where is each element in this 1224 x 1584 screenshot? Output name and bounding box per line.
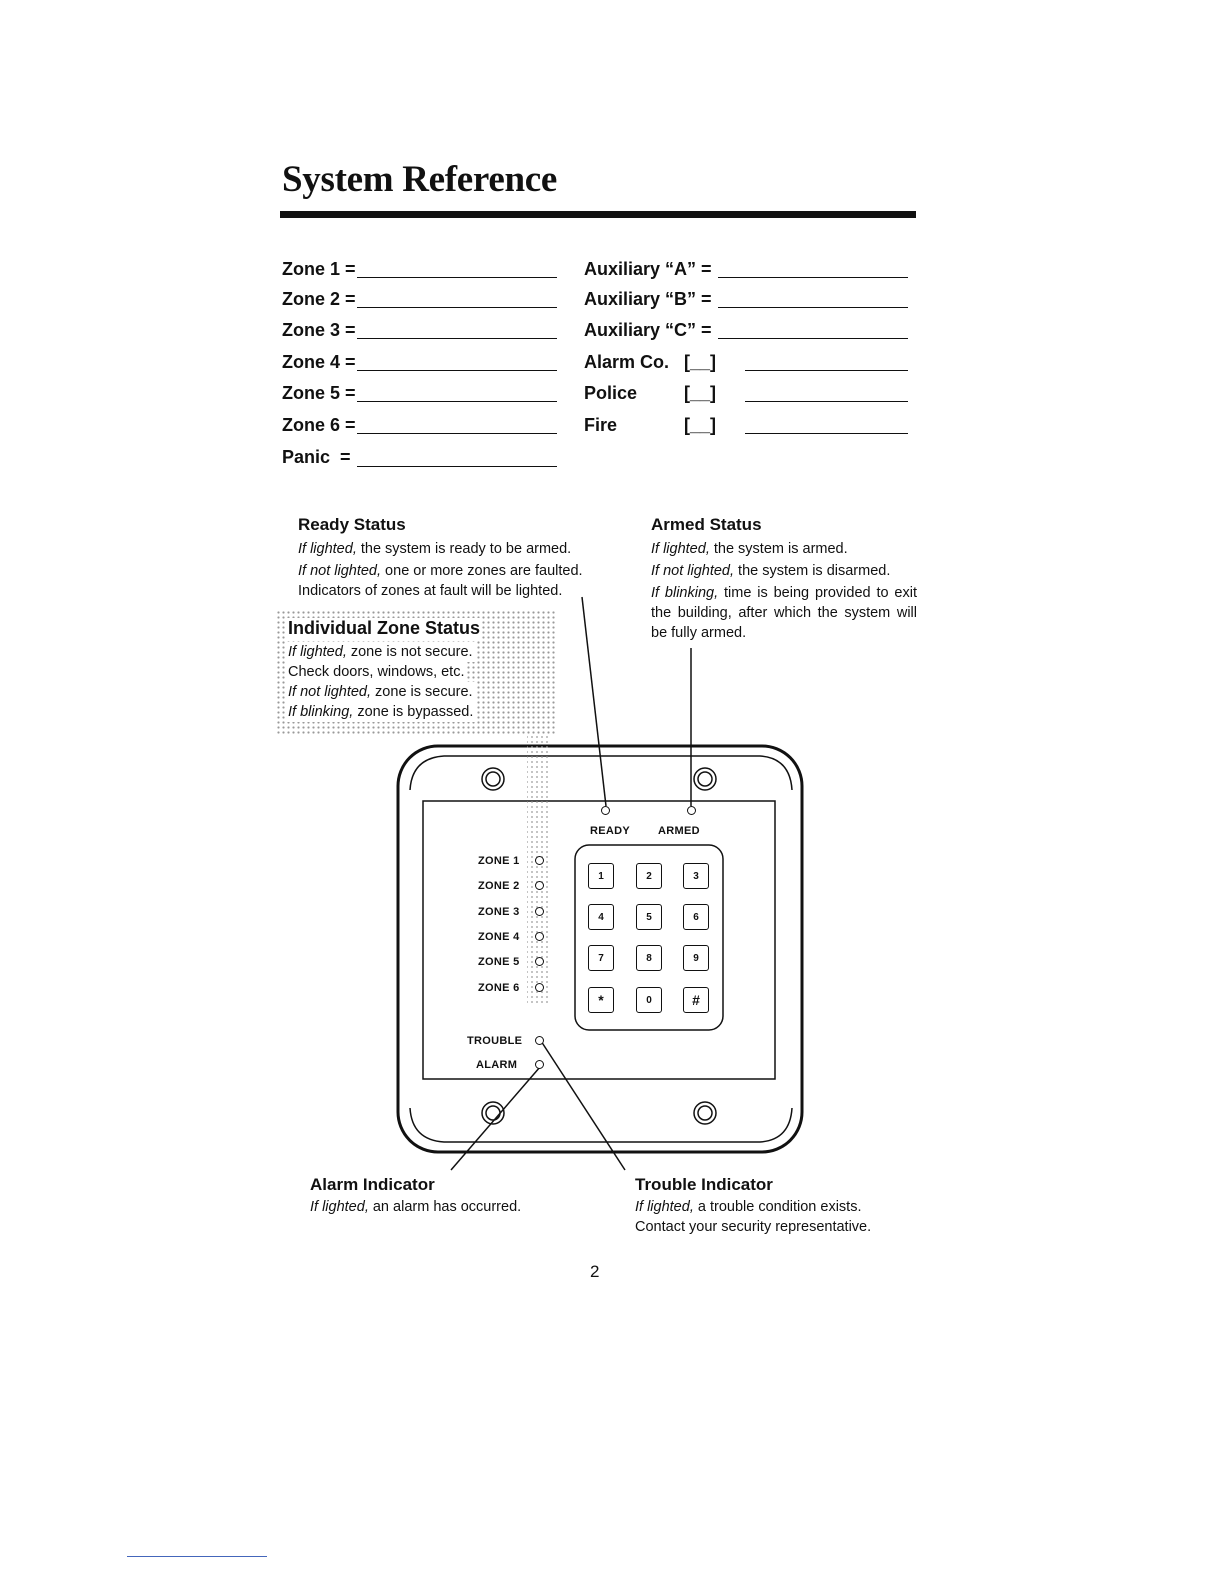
zone-5-led [535, 957, 544, 966]
zone-4-label: Zone 4 = [282, 352, 356, 372]
zone-1-indicator-label: ZONE 1 [478, 855, 520, 867]
police-bracket: [__] [684, 383, 717, 403]
aux-c-label: Auxiliary “C” = [584, 320, 712, 340]
key-star[interactable]: * [588, 987, 614, 1013]
zone-3-label: Zone 3 = [282, 320, 356, 340]
zone-status-line1: If lighted, zone is not secure. [288, 644, 473, 660]
zone-2-label: Zone 2 = [282, 289, 356, 309]
zone-6-label: Zone 6 = [282, 415, 356, 435]
zone-4-indicator-label: ZONE 4 [478, 931, 520, 943]
key-4[interactable]: 4 [588, 904, 614, 930]
key-2[interactable]: 2 [636, 863, 662, 889]
ready-led [601, 806, 610, 815]
screw-bottom-right [694, 1102, 716, 1124]
armed-label: ARMED [658, 825, 700, 837]
housing-inner-bottom [410, 1108, 792, 1142]
key-5[interactable]: 5 [636, 904, 662, 930]
trouble-indicator-heading: Trouble Indicator [635, 1175, 773, 1194]
ready-label: READY [590, 825, 631, 837]
zone-status-line4: If blinking, zone is bypassed. [288, 704, 474, 720]
zone-4-led [535, 932, 544, 941]
aux-b-label: Auxiliary “B” = [584, 289, 712, 309]
trouble-indicator-line1: If lighted, a trouble condition exists. [635, 1199, 862, 1215]
zone-status-heading: Individual Zone Status [288, 618, 481, 638]
page-title: System Reference [282, 159, 557, 200]
alarm-indicator-heading: Alarm Indicator [310, 1175, 435, 1194]
zone-status-line3: If not lighted, zone is secure. [288, 684, 473, 700]
trouble-indicator-line2: Contact your security representative. [635, 1219, 872, 1235]
key-7[interactable]: 7 [588, 945, 614, 971]
zone-3-led [535, 907, 544, 916]
fire-label: Fire [584, 415, 618, 435]
armed-status-line3: If blinking, time is being provided to exit the building, after which the system will be fully armed. [651, 585, 917, 641]
key-9[interactable]: 9 [683, 945, 709, 971]
armed-led [687, 806, 696, 815]
zone-6-led [535, 983, 544, 992]
armed-status-line2: If not lighted, the system is disarmed. [651, 563, 891, 579]
zone-3-indicator-label: ZONE 3 [478, 906, 520, 918]
ready-status-line1: If lighted, the system is ready to be armed. [298, 541, 572, 557]
zone-1-label: Zone 1 = [282, 259, 356, 279]
ready-leader-line [582, 597, 606, 806]
screw-top-left [482, 768, 504, 790]
footer-rule [127, 1556, 267, 1557]
aux-a-label: Auxiliary “A” = [584, 259, 712, 279]
ready-status-line3: Indicators of zones at fault will be lighted. [298, 583, 563, 599]
screw-top-right [694, 768, 716, 790]
trouble-indicator-block [635, 1175, 911, 1237]
alarm-led [535, 1060, 544, 1069]
trouble-indicator-label: TROUBLE [467, 1035, 523, 1047]
trouble-led [535, 1036, 544, 1045]
key-hash[interactable]: # [683, 987, 709, 1013]
zone-status-line2: Check doors, windows, etc. [288, 664, 465, 680]
key-3[interactable]: 3 [683, 863, 709, 889]
zone-5-label: Zone 5 = [282, 383, 356, 403]
alarm-co-bracket: [__] [684, 352, 717, 372]
armed-status-heading: Armed Status [651, 515, 762, 534]
key-8[interactable]: 8 [636, 945, 662, 971]
zone-6-indicator-label: ZONE 6 [478, 982, 520, 994]
zone-5-indicator-label: ZONE 5 [478, 956, 520, 968]
zone-2-led [535, 881, 544, 890]
alarm-leader-line [451, 1067, 540, 1170]
key-1[interactable]: 1 [588, 863, 614, 889]
ready-status-line2: If not lighted, one or more zones are faulted. [298, 563, 583, 579]
key-0[interactable]: 0 [636, 987, 662, 1013]
alarm-indicator-label: ALARM [476, 1059, 518, 1071]
page-number: 2 [590, 1262, 600, 1281]
police-label: Police [584, 383, 638, 403]
zone-1-led [535, 856, 544, 865]
key-6[interactable]: 6 [683, 904, 709, 930]
ready-status-heading: Ready Status [298, 515, 406, 534]
armed-status-line1: If lighted, the system is armed. [651, 541, 848, 557]
zone-2-indicator-label: ZONE 2 [478, 880, 520, 892]
alarm-co-label: Alarm Co. [584, 352, 670, 372]
alarm-indicator-block [310, 1175, 590, 1217]
alarm-indicator-line1: If lighted, an alarm has occurred. [310, 1199, 522, 1215]
panic-label: Panic = [282, 447, 351, 467]
fire-bracket: [__] [684, 415, 717, 435]
